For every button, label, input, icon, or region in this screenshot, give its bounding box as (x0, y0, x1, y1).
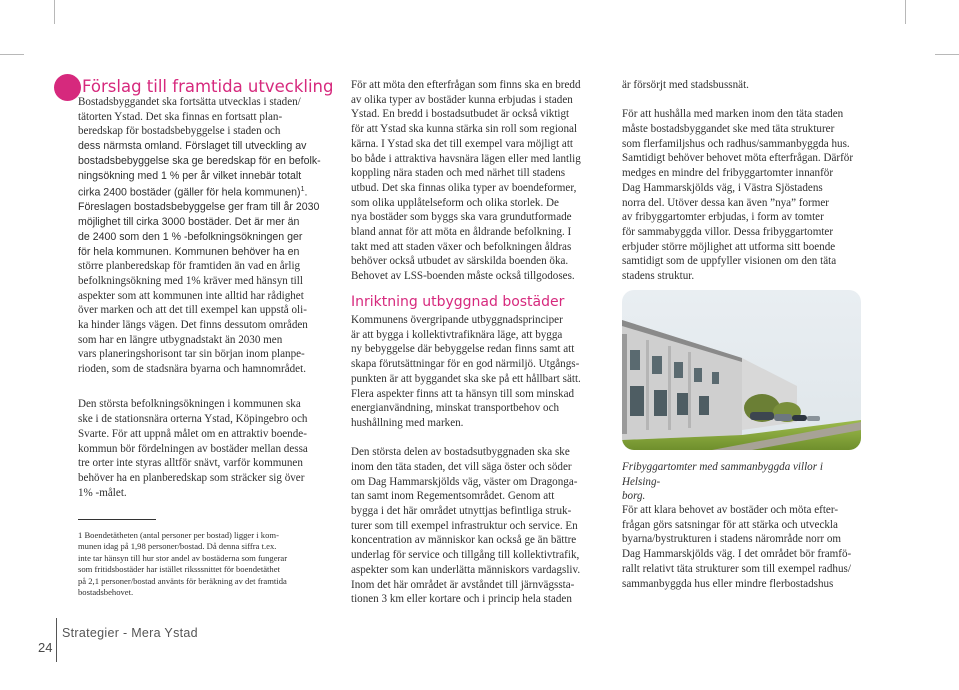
text-line: koncentration av människor kan också ge än bättre (351, 534, 577, 547)
text-line: Föreslagen bostadsbebyggelse ger fram till år 2030 (78, 201, 320, 214)
text-line: rallt relativt täta strukturer som till exempel radhus/ (622, 562, 851, 575)
text-line: bland annat för att möta en åldrande befolkning. I (351, 226, 572, 239)
footnote-line: 1 Boendetätheten (antal personer per bostad) ligger i kom- (78, 530, 279, 540)
middle-column (351, 78, 601, 284)
text-line: Flera aspekter finns att ta hänsyn till som minskad (351, 387, 575, 400)
text-line: aspekter som kan underlätta människors vardagsliv. (351, 563, 581, 576)
text-line: av fribyggartomter erbjudas, i form av tomter (622, 211, 824, 224)
text-line: Den största delen av bostadsutbyggnaden ska ske (351, 446, 570, 459)
text-line: medges en mindre del fribyggartomter innanför (622, 167, 834, 180)
footer-divider (56, 618, 57, 662)
text-line: norra del. Utöver dessa kan även ”nya” former (622, 196, 829, 209)
text-line: kärna. I Ystad ska det till exempel vara möjligt att (351, 137, 574, 150)
paragraph-gap (351, 431, 601, 446)
text-line: punkten är att byggandet ska ske på ett hållbart sätt. (351, 372, 581, 385)
footnote-line: som fritidsbostäder har istället riksssnittet för boendetäthet (78, 564, 280, 575)
pink-dot-icon (54, 74, 81, 101)
subsection-heading: Inriktning utbyggnad bostäder (351, 294, 565, 310)
text-line: över marken och att det till exempel kan uppstå oli- (78, 304, 307, 317)
text-line: Samtidigt behöver behovet möta efterfrågan. Därför (622, 152, 854, 165)
paragraph-gap (78, 377, 328, 392)
text-line: turer som till exempel infrastruktur och service. En (351, 519, 578, 532)
text-line: beredskap för bostadsbebyggelse i staden och (78, 125, 281, 138)
footnote-line: inte tar hänsyn till hur stor andel av bostäderna som fungerar (78, 552, 288, 563)
left-para-1 (78, 95, 328, 377)
text-line: hushållning med marken. (351, 416, 464, 429)
text-line: som olika upplåtelseform och olika storlek. De (351, 196, 559, 209)
text-line: energianvändning, minskat transportbehov och (351, 402, 560, 415)
text-line: som har en längre utbygnadstakt än 2030 men (78, 333, 283, 346)
footnote-line: på 2,1 personer/bostad använts för beräkning av det framtida (78, 575, 287, 586)
text-line: behöver ha en planberedskap som sträcker sig över (78, 472, 305, 484)
footnote-marker: 1 (300, 186, 305, 194)
text-line: tionen 3 km eller kortare och i princip hela staden (351, 593, 572, 606)
text-line: Kommunens övergripande utbyggnadsprinciper (351, 314, 563, 326)
text-line: ny bebyggelse där bebyggelse redan finns samt att (351, 343, 575, 356)
page-number: 24 (38, 640, 53, 655)
photo-illustration (622, 290, 861, 450)
text-line: är att bygga i kollektivtrafiknära läge, att bygga (351, 328, 563, 341)
text-line: stadens struktur. (622, 270, 695, 283)
caption-line: Fribyggartomter med sammanbyggda villor i Helsing- (622, 461, 823, 488)
crop-mark (935, 54, 959, 55)
footnote-rule (78, 519, 156, 520)
paragraph-gap (622, 93, 872, 108)
text-line: nya bostäder som byggs ska vara grundutformade (351, 211, 572, 224)
text-line: för att Ystad ska kunna stärka sin roll som regional (351, 123, 578, 136)
photo-caption (622, 460, 862, 504)
text-line: vars planeringshorisont tar sin början inom planpe- (78, 348, 305, 361)
text-line: dess närmsta omland. Förslaget till utveckling av (78, 140, 307, 153)
photo-houses (622, 290, 861, 450)
text-line: För att klara behovet av bostäder och möta efter- (622, 504, 839, 516)
text-line: för hela kommunen. Kommunen behöver ha en (78, 245, 300, 258)
text-line: underlag för service och tillgång till kollektivtrafik, (351, 549, 580, 562)
text-line: frågan görs satsningar för att stärka och utveckla (622, 518, 838, 531)
text-line: Inom det här området är avståndet till järnvägssta- (351, 578, 575, 591)
text-line: Dag Hammarskjölds väg. I det området bör framfö- (622, 548, 852, 561)
crop-mark (905, 0, 906, 24)
left-column (78, 95, 328, 500)
right-para-2 (622, 107, 872, 283)
text-line: Behovet av LSS-boenden måste också tillgodoses. (351, 270, 575, 283)
middle-column-lower (351, 313, 601, 607)
text-line: Ystad. En bredd i bostadsutbudet är också viktigt (351, 108, 570, 121)
text-line: är försörjt med stadsbussnät. (622, 79, 749, 91)
text-line: som flerfamiljshus och radhus/sammanbyggda hus. (622, 137, 850, 150)
section-heading: Förslag till framtida utveckling (82, 77, 334, 96)
text-line: Bostadsbyggandet ska fortsätta utvecklas i staden/ (78, 96, 301, 108)
text-line: om Dag Hammarskjölds väg, väster om Dragonga- (351, 475, 578, 488)
text-line: samtidigt som de uppfyller visionen om den täta (622, 255, 837, 268)
text-line: behöver också utbudet av särskilda boenden öka. (351, 255, 569, 268)
footnote-line: munen idag på 1,98 personer/bostad. Då denna siffra t.ex. (78, 541, 277, 552)
text-line: ka hinder längs vägen. Det finns dessutom områden (78, 319, 308, 332)
text-line: de 2400 som den 1 % -befolkningsökningen ger (78, 230, 303, 243)
text-line: För att hushålla med marken inom den täta staden (622, 108, 844, 121)
crop-mark (0, 54, 24, 55)
text-line: större planberedskap för framtiden än vad en årlig (78, 260, 301, 273)
text-line (78, 183, 328, 200)
text-line: För att möta den efterfrågan som finns ska en bredd (351, 79, 581, 91)
text-line: kommun bör fördelningen av bostäder mellan dessa (78, 442, 308, 455)
text-line: Den största befolkningsökningen i kommunen ska (78, 398, 301, 411)
middle-para-1 (351, 78, 601, 284)
text-fragment: . (304, 186, 308, 199)
footnote-line: bostadsbehovet. (78, 587, 134, 598)
middle-para-3 (351, 445, 601, 607)
text-line: Dag Hammarskjölds väg, i Västra Sjöstadens (622, 181, 823, 194)
text-line: tan samt inom Regementsområdet. Genom att (351, 490, 555, 503)
text-line: 1% -målet. (78, 486, 127, 499)
caption-line: borg. (622, 490, 646, 503)
middle-para-2 (351, 313, 601, 431)
text-line: för sammabyggda villor. Dessa fribyggartomter (622, 225, 834, 238)
text-line: erbjuder större möjlighet att utforma sitt boende (622, 240, 836, 253)
text-line: tre orter inte styras alltför snävt, varför kommunen (78, 457, 303, 470)
text-line: aspekter som att kommunen inte alltid har rådighet (78, 289, 304, 302)
footnote (78, 530, 323, 598)
text-line: ningsökning med 1 % per år vilket innebär totalt (78, 169, 302, 182)
text-line: bo både i attraktiva havsnära lägen eller med lantlig (351, 152, 581, 165)
right-column-lower (622, 503, 872, 591)
text-line: måste bostadsbyggandet ske med täta strukturer (622, 123, 835, 135)
text-line: ske i de stationsnära orterna Ystad, Köpingebro och (78, 413, 308, 426)
text-line: koppling nära staden och med närhet till stadens (351, 167, 566, 180)
text-line: av olika typer av bostäder kunna erbjudas i staden (351, 93, 573, 106)
text-line: möjlighet till cirka 3000 bostäder. Det är mer än (78, 216, 300, 229)
left-para-2 (78, 397, 328, 500)
text-line: bostadsbebyggelse ska ge beredskap för en befolk- (78, 154, 321, 167)
text-line: bygga i det här området utnyttjas befintliga struk- (351, 505, 572, 518)
text-line: tätorten Ystad. Det ska finnas en fortsatt plan- (78, 110, 283, 123)
text-line: inom den täta staden, det vill säga öster och söder (351, 460, 572, 473)
text-line: Svarte. För att uppnå målet om en attraktiv boende- (78, 427, 307, 440)
text-line: befolkningsökning med 1% kräver med hänsyn till (78, 274, 303, 287)
footer-label: Strategier - Mera Ystad (62, 626, 198, 640)
text-fragment: cirka 2400 bostäder (gäller för hela kommunen) (78, 186, 301, 199)
text-line: sammanbyggda hus eller mindre flerbostadshus (622, 577, 834, 590)
crop-mark (54, 0, 55, 24)
text-line: rioden, som de stadsnära byarna och hamnområdet. (78, 363, 306, 376)
right-column (622, 78, 872, 284)
text-line: utbud. Det ska finnas olika typer av boendeformer, (351, 181, 577, 194)
text-line: skapa förutsättningar för en god närmiljö. Utgångs- (351, 358, 580, 371)
text-line: byarna/bystrukturen i stadens närområde norr om (622, 533, 842, 546)
text-line: takt med att staden växer och befolkningen åldras (351, 240, 572, 253)
